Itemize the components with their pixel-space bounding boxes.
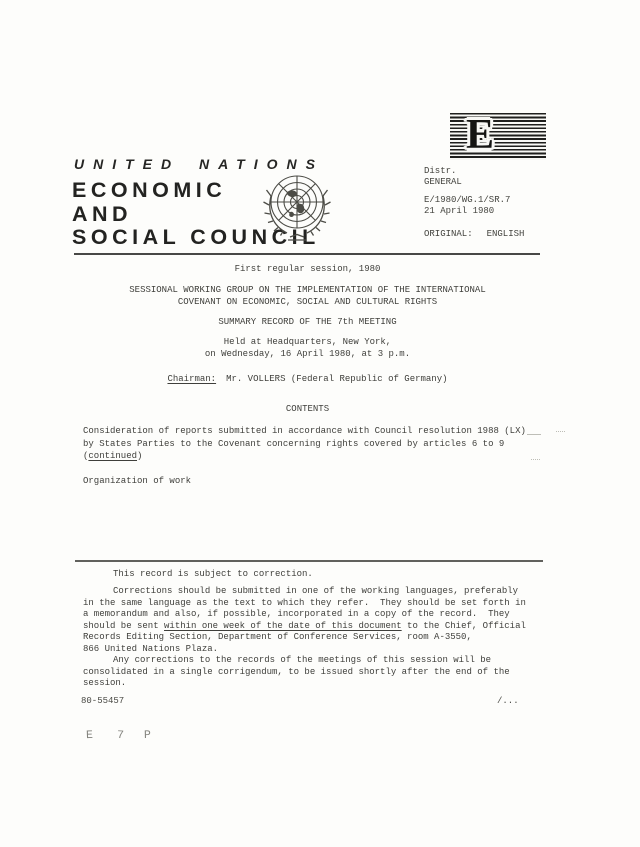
working-group-title-line2: COVENANT ON ECONOMIC, SOCIAL AND CULTURAL RIGHTS xyxy=(177,297,438,307)
fn-p2-line1: Any corrections to the records of the meetings of this session will be xyxy=(113,655,492,665)
working-group-title xyxy=(55,284,560,308)
scan-artifact xyxy=(531,459,540,460)
scan-artifact xyxy=(527,434,541,435)
org-name: UNITED NATIONS xyxy=(74,156,324,172)
session-line: First regular session, 1980 xyxy=(234,264,381,274)
fn-p1-line2: in the same language as the text to which they refer. They should be set forth in xyxy=(83,597,526,608)
chairman-line xyxy=(55,374,560,384)
fn-p2-line3: session. xyxy=(83,678,127,689)
distr-value: GENERAL xyxy=(424,176,462,187)
original-value: ENGLISH xyxy=(486,229,525,239)
stamp-marks xyxy=(86,729,151,742)
continuation-mark: /... xyxy=(497,696,519,706)
contents-item1-line1: Consideration of reports submitted in accordance with Council resolution 1988 (LX) xyxy=(83,426,526,436)
record-title: SUMMARY RECORD OF THE 7th MEETING xyxy=(218,317,397,327)
distr-label: Distr. xyxy=(424,166,457,176)
contents-heading: CONTENTS xyxy=(285,404,330,414)
fn-deadline-pre: should be sent xyxy=(83,620,165,631)
footnote-intro: This record is subject to correction. xyxy=(113,569,313,579)
stamp-mark-2: 7 xyxy=(116,728,125,743)
working-group-title-line1: SESSIONAL WORKING GROUP ON THE IMPLEMENTATION OF THE INTERNATIONAL xyxy=(129,285,486,295)
contents-item1-line3 xyxy=(83,450,526,463)
fn-p2-line2: consolidated in a single corrigendum, to be issued shortly after the end of the xyxy=(83,666,510,677)
stamp-mark-3: P xyxy=(143,728,151,743)
fn-p1-line4 xyxy=(83,621,526,633)
ecosoc-series-emblem xyxy=(450,113,546,160)
footnote-paragraph-1 xyxy=(83,586,526,656)
venue-block xyxy=(55,337,560,360)
footnote-paragraph-2 xyxy=(83,655,510,690)
document-job-number: 80-55457 xyxy=(81,696,125,706)
fn-p1-line6: 866 United Nations Plaza. xyxy=(83,643,219,654)
document-date: 21 April 1980 xyxy=(424,205,495,216)
chairman-name: Mr. VOLLERS (Federal Republic of Germany) xyxy=(226,374,448,384)
contents-item-2: Organization of work xyxy=(83,476,192,486)
fn-p1-line1: Corrections should be submitted in one of the working languages, preferably xyxy=(113,586,519,596)
contents-item1-line2: by States Parties to the Covenant concerning rights covered by articles 6 to 9 xyxy=(83,438,505,449)
contents-item-1 xyxy=(83,425,526,463)
continued-word: continued xyxy=(88,451,138,461)
header-divider-rule xyxy=(74,253,540,255)
fn-p1-line5: Records Editing Section, Department of Conference Services, room A-3550, xyxy=(83,632,472,643)
series-letter-e: E xyxy=(466,113,495,158)
chairman-label: Chairman: xyxy=(167,374,217,384)
stamp-mark-1: E xyxy=(85,728,94,743)
council-name-line3: SOCIAL COUNCIL xyxy=(72,225,320,249)
scan-artifact xyxy=(556,431,565,432)
fn-deadline-underlined: within one week of the date of this document xyxy=(164,620,402,631)
venue-line2: on Wednesday, 16 April 1980, at 3 p.m. xyxy=(204,348,411,359)
continued-paren-open: ( xyxy=(83,451,89,461)
fn-deadline-post: to the Chief, Official xyxy=(401,620,526,631)
council-name-line2: AND xyxy=(72,201,133,226)
footnote-divider-rule xyxy=(75,560,543,562)
original-language-line xyxy=(424,229,524,240)
venue-line1: Held at Headquarters, New York, xyxy=(223,337,392,347)
continued-paren-close: ) xyxy=(137,451,143,461)
fn-p1-line3: a memorandum and also, if possible, incorporated in a copy of the record. They xyxy=(83,609,510,620)
document-symbol: E/1980/WG.1/SR.7 xyxy=(424,195,511,205)
council-name-line1: ECONOMIC xyxy=(72,178,227,202)
distribution-block xyxy=(424,166,524,240)
un-emblem-icon xyxy=(254,168,340,250)
original-label: ORIGINAL: xyxy=(424,229,473,239)
